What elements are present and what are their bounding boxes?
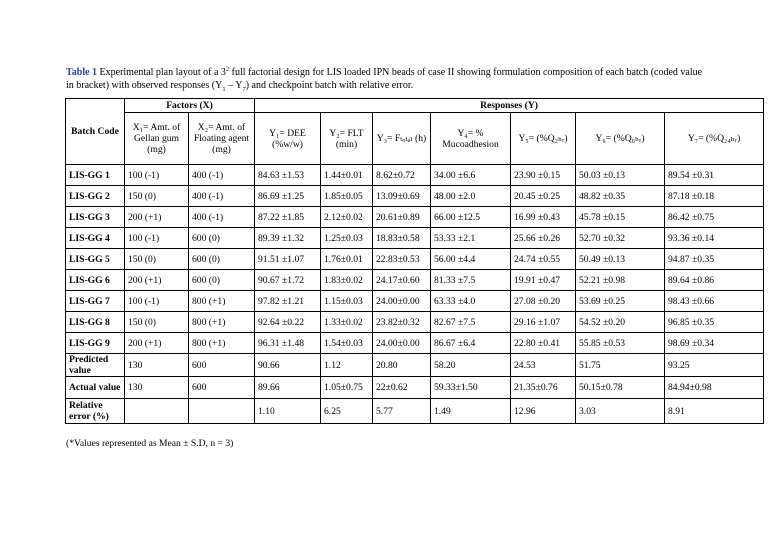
y5-header: Y₅= (%Q₂ₕᵣ) [511,113,576,165]
actual-y4: 59.33±1.50 [431,377,511,399]
caption-sub2: 7 [242,86,246,93]
cell-y3: 13.09±0.69 [373,186,431,207]
cell-x2: 600 (0) [189,270,255,291]
cell-y6: 55.85 ±0.53 [576,333,665,354]
cell-y4: 66.00 ±12.5 [431,207,511,228]
actual-x1: 130 [125,377,189,399]
cell-x1: 100 (-1) [125,291,189,312]
cell-x1: 200 (+1) [125,333,189,354]
cell-y1: 97.82 ±1.21 [255,291,321,312]
relative-y6: 3.03 [576,399,665,424]
cell-y2: 1.44±0.01 [321,165,373,186]
table-label: Table 1 [66,67,98,78]
actual-x2: 600 [189,377,255,399]
caption-sub1: 1 [222,86,226,93]
caption-text-d: ) and checkpoint batch with relative error. [245,80,414,91]
cell-y7: 96.85 ±0.35 [665,312,764,333]
predicted-y2: 1.12 [321,354,373,377]
y6-header: Y₆= (%Q₆ₕᵣ) [576,113,665,165]
cell-y1: 96.31 ±1.48 [255,333,321,354]
cell-y7: 87.18 ±0.18 [665,186,764,207]
predicted-x2: 600 [189,354,255,377]
table-row [66,270,764,291]
table-row [66,165,764,186]
cell-y6: 50.03 ±0.13 [576,165,665,186]
relative-y2: 6.25 [321,399,373,424]
cell-y7: 98.43 ±0.66 [665,291,764,312]
cell-x1: 100 (-1) [125,228,189,249]
cell-code: LIS-GG 4 [66,228,125,249]
cell-y2: 1.83±0.02 [321,270,373,291]
cell-y7: 94.87 ±0.35 [665,249,764,270]
cell-y3: 23.82±0.32 [373,312,431,333]
table-caption [66,66,706,92]
y7-header: Y₇= (%Q₂₄ₕᵣ) [665,113,764,165]
table-row [66,207,764,228]
cell-y4: 56.00 ±4.4 [431,249,511,270]
predicted-row [66,354,764,377]
factors-header: Factors (X) [125,99,255,113]
cell-code: LIS-GG 2 [66,186,125,207]
cell-y1: 92.64 ±0.22 [255,312,321,333]
relative-y1: 1.10 [255,399,321,424]
x1-header: X₁= Amt. of Gellan gum (mg) [125,113,189,165]
relative-y5: 12.96 [511,399,576,424]
table-row [66,291,764,312]
caption-text-b: full factorial design for LIS loaded IPN beads of case II showing formulation composition of each batch (coded value in bracket) with observed responses (Y [66,67,703,91]
cell-x2: 400 (-1) [189,186,255,207]
cell-code: LIS-GG 8 [66,312,125,333]
table-row [66,249,764,270]
cell-y5: 22.80 ±0.41 [511,333,576,354]
responses-header: Responses (Y) [255,99,764,113]
y1-header: Y₁= DEE (%w/w) [255,113,321,165]
actual-y2: 1.05±0.75 [321,377,373,399]
cell-x2: 600 (0) [189,228,255,249]
predicted-x1: 130 [125,354,189,377]
cell-y4: 82.67 ±7.5 [431,312,511,333]
table-row [66,312,764,333]
cell-x1: 100 (-1) [125,165,189,186]
relative-label: Relative error (%) [66,399,125,424]
cell-y6: 54.52 ±0.20 [576,312,665,333]
y4-header: Y₄= % Mucoadhesion [431,113,511,165]
cell-y3: 20.61±0.89 [373,207,431,228]
cell-x1: 150 (0) [125,312,189,333]
cell-y6: 53.69 ±0.25 [576,291,665,312]
predicted-y7: 93.25 [665,354,764,377]
cell-code: LIS-GG 9 [66,333,125,354]
x2-header: X₂= Amt. of Floating agent (mg) [189,113,255,165]
cell-y6: 48.82 ±0.35 [576,186,665,207]
cell-y4: 34.00 ±6.6 [431,165,511,186]
relative-y7: 8.91 [665,399,764,424]
predicted-label: Predicted value [66,354,125,377]
predicted-y4: 58.20 [431,354,511,377]
cell-x1: 200 (+1) [125,207,189,228]
cell-x2: 800 (+1) [189,291,255,312]
predicted-y6: 51.75 [576,354,665,377]
cell-y7: 98.69 ±0.34 [665,333,764,354]
cell-code: LIS-GG 1 [66,165,125,186]
predicted-y5: 24.53 [511,354,576,377]
cell-y6: 52.70 ±0.32 [576,228,665,249]
actual-y1: 89.66 [255,377,321,399]
cell-y3: 8.62±0.72 [373,165,431,186]
cell-y7: 86.42 ±0.75 [665,207,764,228]
cell-y4: 63.33 ±4.0 [431,291,511,312]
actual-y7: 84.94±0.98 [665,377,764,399]
cell-y3: 22.83±0.53 [373,249,431,270]
relative-error-row [66,399,764,424]
actual-row [66,377,764,399]
cell-y5: 23.90 ±0.15 [511,165,576,186]
cell-x2: 600 (0) [189,249,255,270]
actual-y3: 22±0.62 [373,377,431,399]
y2-header: Y₂= FLT (min) [321,113,373,165]
cell-y6: 50.49 ±0.13 [576,249,665,270]
cell-x2: 800 (+1) [189,312,255,333]
cell-x2: 400 (-1) [189,207,255,228]
cell-y5: 25.66 ±0.26 [511,228,576,249]
cell-y1: 86.69 ±1.25 [255,186,321,207]
cell-y2: 1.25±0.03 [321,228,373,249]
cell-y1: 87.22 ±1.85 [255,207,321,228]
cell-y1: 84.63 ±1.53 [255,165,321,186]
relative-x1 [125,399,189,424]
cell-y5: 16.99 ±0.43 [511,207,576,228]
cell-y7: 89.64 ±0.86 [665,270,764,291]
cell-y5: 29.16 ±1.07 [511,312,576,333]
cell-y5: 27.08 ±0.20 [511,291,576,312]
cell-y3: 24.00±0.00 [373,333,431,354]
cell-y7: 89.54 ±0.31 [665,165,764,186]
relative-y4: 1.49 [431,399,511,424]
cell-y2: 1.85±0.05 [321,186,373,207]
cell-y6: 52.21 ±0.98 [576,270,665,291]
table-footnote: (*Values represented as Mean ± S.D, n = 3) [66,438,234,449]
batch-code-header: Batch Code [66,99,125,165]
cell-code: LIS-GG 6 [66,270,125,291]
actual-y6: 50.15±0.78 [576,377,665,399]
cell-y1: 90.67 ±1.72 [255,270,321,291]
table-row [66,186,764,207]
predicted-y1: 90.66 [255,354,321,377]
cell-y4: 53.33 ±2.1 [431,228,511,249]
cell-y5: 19.91 ±0.47 [511,270,576,291]
cell-y4: 81.33 ±7.5 [431,270,511,291]
relative-y3: 5.77 [373,399,431,424]
cell-y6: 45.78 ±0.15 [576,207,665,228]
cell-x1: 150 (0) [125,186,189,207]
cell-code: LIS-GG 7 [66,291,125,312]
predicted-y3: 20.80 [373,354,431,377]
cell-x1: 150 (0) [125,249,189,270]
cell-y7: 93.36 ±0.14 [665,228,764,249]
cell-y3: 18.83±0.58 [373,228,431,249]
cell-code: LIS-GG 3 [66,207,125,228]
caption-text-a: Experimental plan layout of a 3 [99,67,226,78]
factorial-design-table [65,98,764,424]
actual-y5: 21.35±0.76 [511,377,576,399]
cell-y5: 20.45 ±0.25 [511,186,576,207]
cell-y5: 24.74 ±0.55 [511,249,576,270]
cell-x1: 200 (+1) [125,270,189,291]
cell-y4: 86.67 ±6.4 [431,333,511,354]
cell-y2: 2.12±0.02 [321,207,373,228]
actual-label: Actual value [66,377,125,399]
cell-x2: 800 (+1) [189,333,255,354]
y3-header: Y₃= Fₜₒₜₐₗ (h) [373,113,431,165]
cell-y2: 1.76±0.01 [321,249,373,270]
table-row [66,333,764,354]
data-rows [66,165,764,354]
caption-text-c: – Y [228,80,243,91]
cell-y2: 1.33±0.02 [321,312,373,333]
cell-y2: 1.15±0.03 [321,291,373,312]
cell-code: LIS-GG 5 [66,249,125,270]
cell-x2: 400 (-1) [189,165,255,186]
relative-x2 [189,399,255,424]
cell-y2: 1.54±0.03 [321,333,373,354]
caption-sup: 2 [225,65,230,73]
cell-y1: 89.39 ±1.32 [255,228,321,249]
cell-y3: 24.00±0.00 [373,291,431,312]
cell-y3: 24.17±0.60 [373,270,431,291]
cell-y1: 91.51 ±1.07 [255,249,321,270]
cell-y4: 48.00 ±2.0 [431,186,511,207]
table-row [66,228,764,249]
